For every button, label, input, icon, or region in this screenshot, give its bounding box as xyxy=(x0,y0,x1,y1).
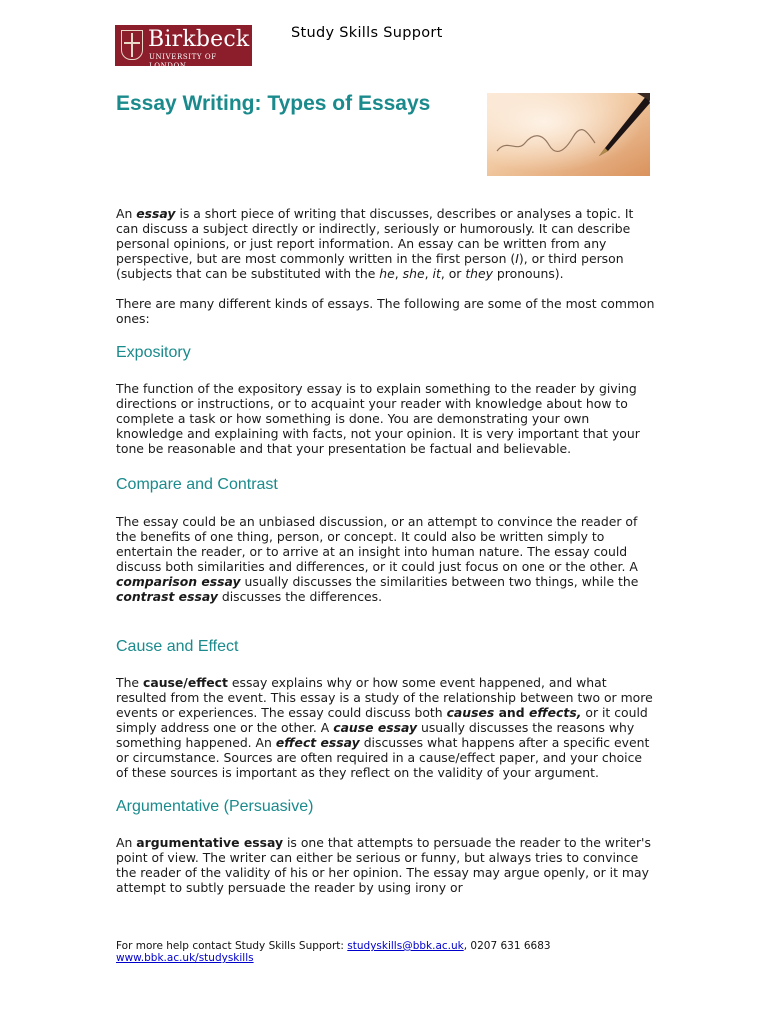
logo-subtitle: UNIVERSITY OF LONDON xyxy=(149,53,217,70)
pen-writing-photo xyxy=(487,93,650,176)
birkbeck-logo xyxy=(115,25,252,70)
header-title: Study Skills Support xyxy=(291,25,443,41)
expository-paragraph: The function of the expository essay is to explain something to the reader by giving directions or instructions, or to acquaint your reader with knowledge about how to complete a task or how something is done. You are demonstrating your own knowledge and explaining with facts, not your opinion. It is very important that your tone be reasonable and that your presentation be factual and believable. xyxy=(116,381,640,456)
website-link[interactable]: www.bbk.ac.uk/studyskills xyxy=(116,952,254,964)
email-link[interactable]: studyskills@bbk.ac.uk xyxy=(347,940,464,952)
footer xyxy=(116,940,551,964)
heading-cause-effect: Cause and Effect xyxy=(116,638,239,655)
heading-expository: Expository xyxy=(116,344,191,361)
footer-contact-line: For more help contact Study Skills Support: studyskills@bbk.ac.uk, 0207 631 6683 xyxy=(116,940,551,952)
page-title: Essay Writing: Types of Essays xyxy=(116,92,431,115)
main-content xyxy=(116,206,656,895)
compare-contrast-paragraph: The essay could be an unbiased discussion, or an attempt to convince the reader of the benefits of one thing, person, or concept. It could also be written simply to entertain the reader, or to arrive at an insight into human nature. The essay could discuss both similarities and differences, or it could just focus on one or the other. A comparison essay usually discusses the similarities between two things, while the contrast essay discusses the differences. xyxy=(116,514,639,604)
heading-compare-contrast: Compare and Contrast xyxy=(116,476,278,493)
cause-effect-paragraph: The cause/effect essay explains why or how some event happened, and what resulted from the event. This essay is a study of the relationship between two or more events or experiences. The essay could discuss both causes and effects, or it could simply address one or the other. A cause essay usually discusses the reasons why something happened. An effect essay discusses what happens after a specific event or circumstance. Sources are often required in a cause/effect paper, and your choice of these sources is important as they reflect on the validity of your argument. xyxy=(116,675,653,780)
intro-paragraph: An essay is a short piece of writing that discusses, describes or analyses a topic. It can discuss a subject directly or indirectly, seriously or humorously. It can describe personal opinions, or just report information. An essay can be written from any perspective, but are most commonly written in the first person (I), or third person (subjects that can be substituted with the he, she, it, or they pronouns). xyxy=(116,206,634,281)
intro-paragraph-2: There are many different kinds of essays. The following are some of the most common ones: xyxy=(116,296,655,326)
argumentative-paragraph: An argumentative essay is one that attempts to persuade the reader to the writer's point of view. The writer can either be serious or funny, but always tries to convince the reader of the validity of his or her opinion. The essay may argue openly, or it may attempt to subtly persuade the reader by using irony or xyxy=(116,835,651,895)
crest-icon xyxy=(121,30,143,60)
heading-argumentative: Argumentative (Persuasive) xyxy=(116,798,314,815)
logo-name: Birkbeck xyxy=(148,27,250,52)
